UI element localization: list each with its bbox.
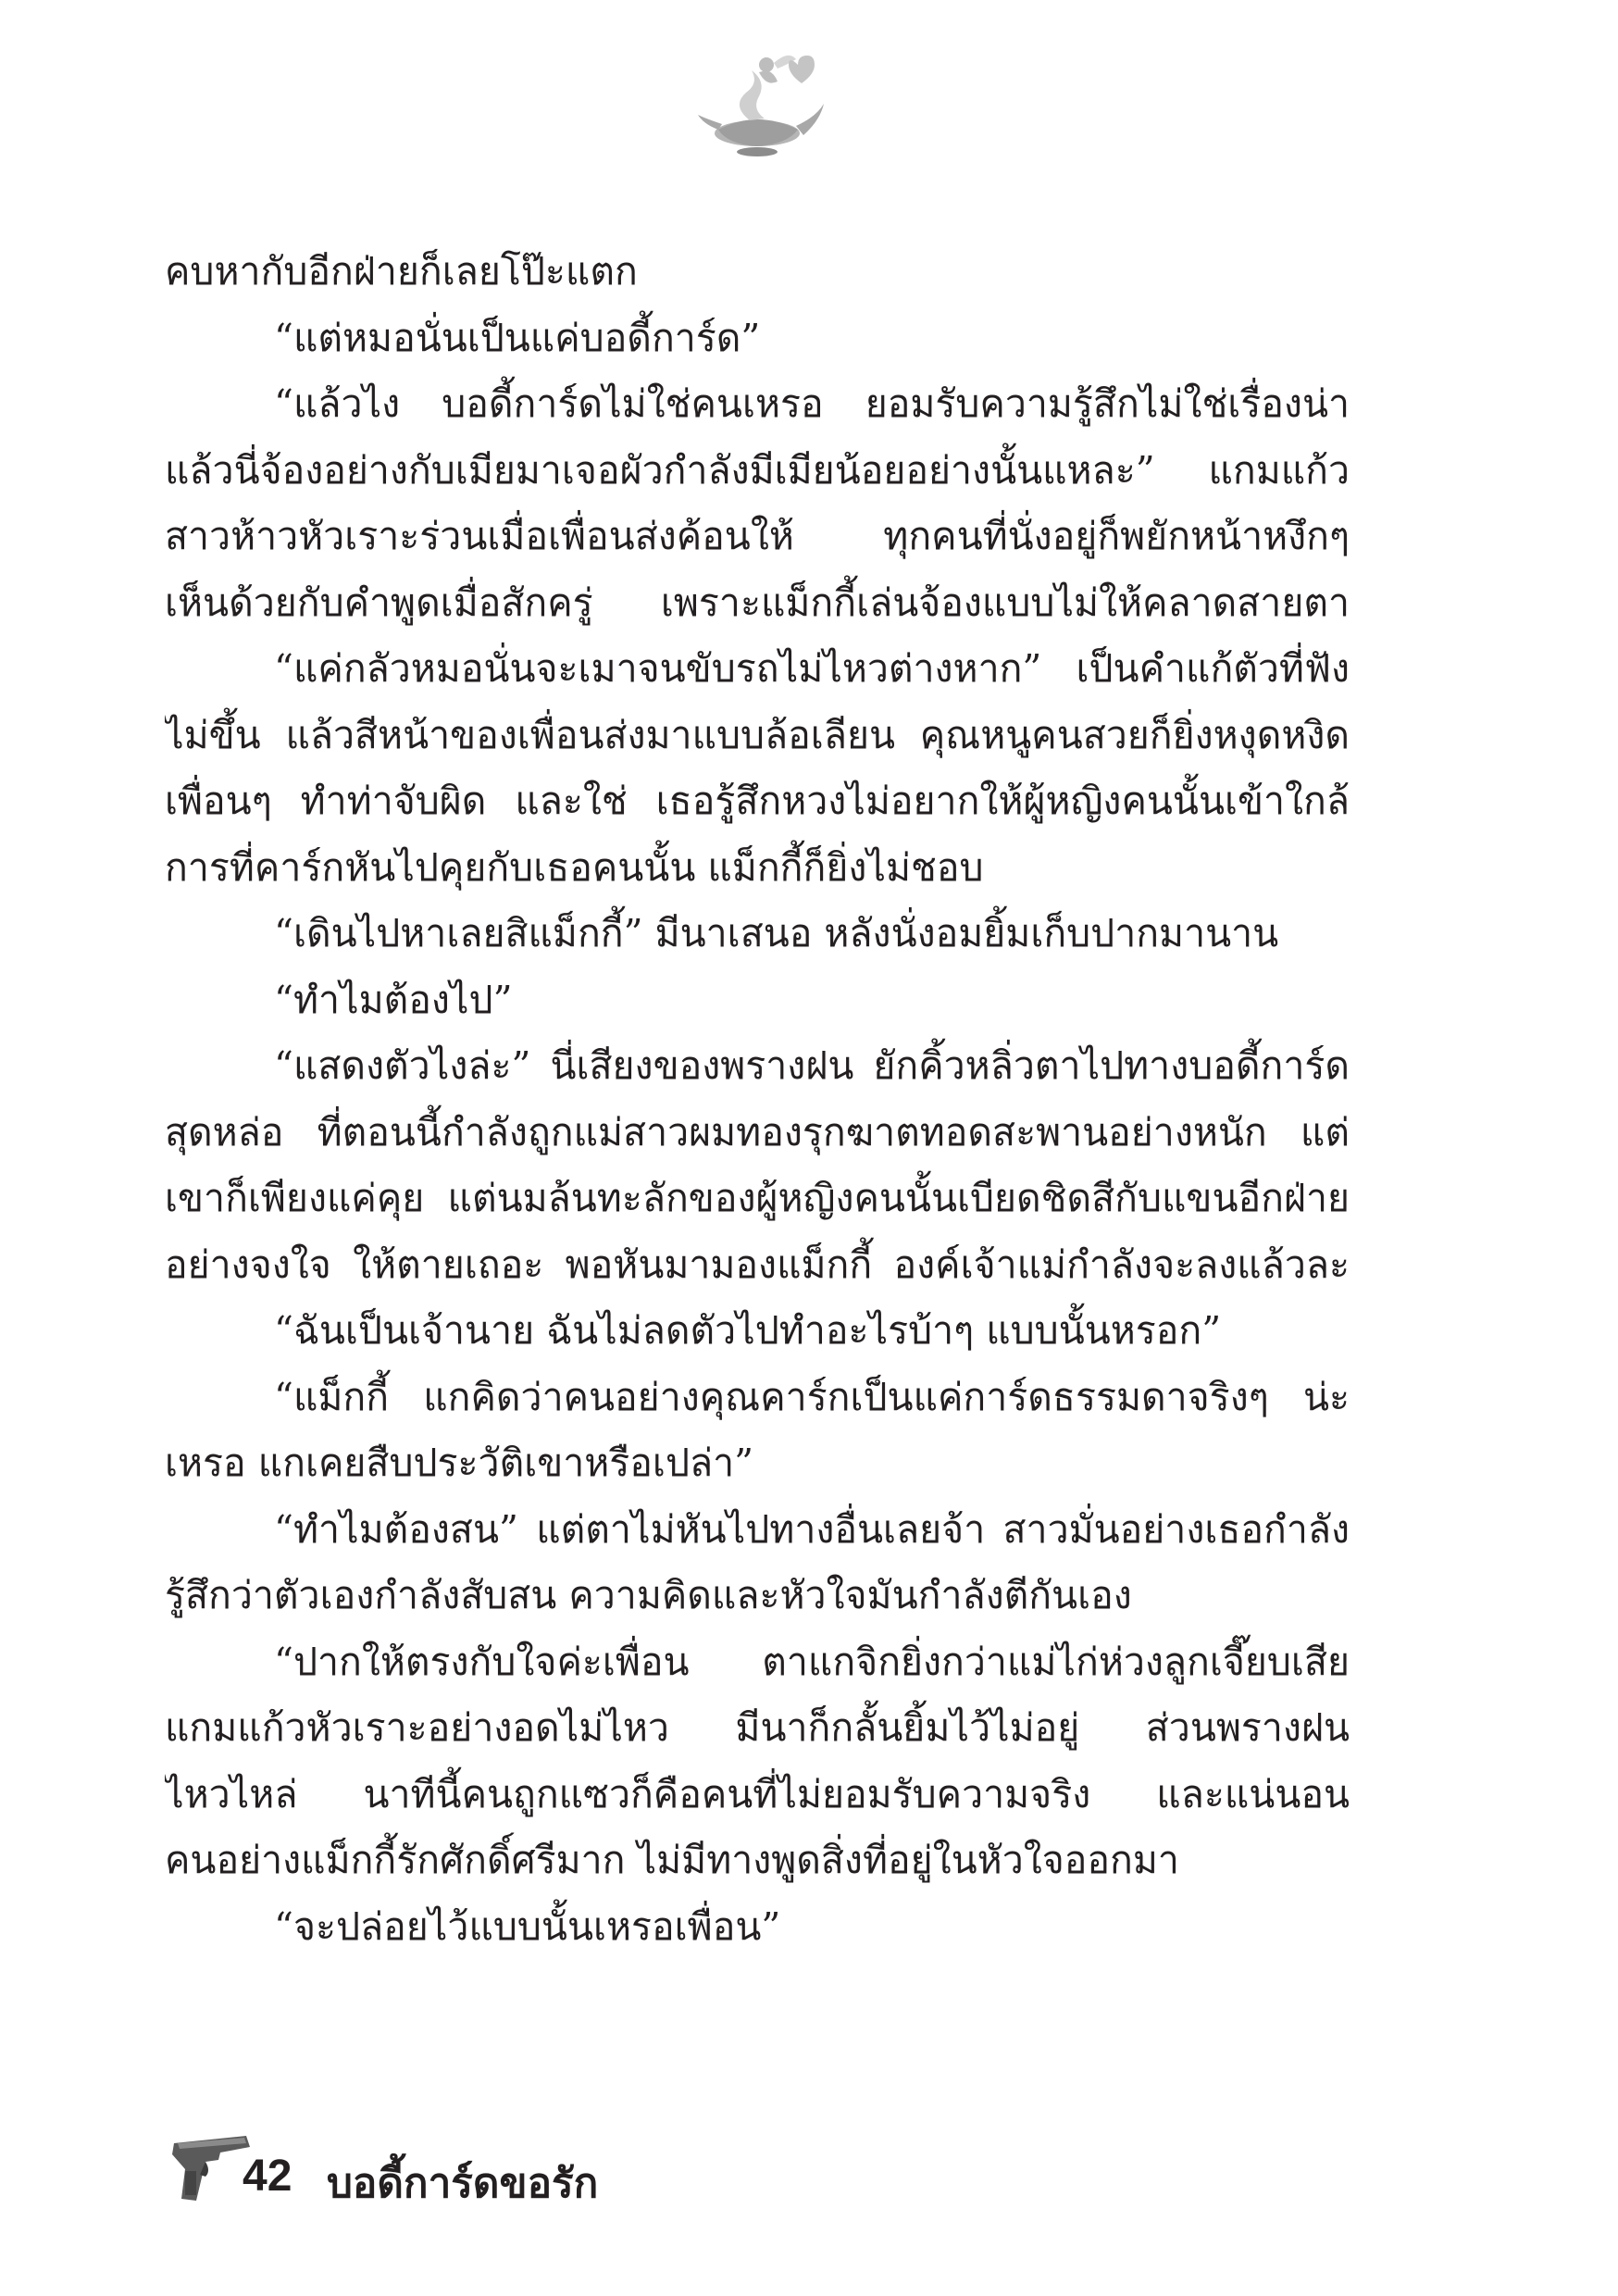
text-line: “แสดงตัวไงล่ะ” นี่เสียงของพรางฝน ยักคิ้วหลิ่วตาไปทางบอดี้การ์ด — [274, 1043, 1350, 1088]
text-line: เห็นด้วยกับคำพูดเมื่อสักครู่ เพราะแม็กกี้เล่นจ้องแบบไม่ให้คลาดสายตา — [165, 580, 1350, 625]
text-line: รู้สึกว่าตัวเองกำลังสับสน ความคิดและหัวใจมันกำลังตีกันเอง — [165, 1573, 1132, 1617]
body-text — [165, 239, 1350, 1960]
book-title: บอดี้การ์ดขอรัก — [327, 2160, 599, 2207]
text-line: “ฉันเป็นเจ้านาย ฉันไม่ลดตัวไปทำอะไรบ้าๆ แบบนั้นหรอก” — [274, 1308, 1222, 1353]
text-line: “ทำไมต้องสน” แต่ตาไม่หันไปทางอื่นเลยจ้า สาวมั่นอย่างเธอกำลัง — [274, 1506, 1350, 1552]
text-line: “เดินไปหาเลยสิแม็กกี้” มีนาเสนอ หลังนั่งอมยิ้มเก็บปากมานาน — [274, 911, 1279, 955]
text-line: อย่างจงใจ ให้ตายเถอะ พอหันมามองแม็กกี้ องค์เจ้าแม่กำลังจะลงแล้วละ — [165, 1242, 1350, 1287]
text-line: “แม็กกี้ แกคิดว่าคนอย่างคุณคาร์กเป็นแค่การ์ดธรรมดาจริงๆ น่ะ — [274, 1374, 1350, 1419]
text-line: เหรอ แกเคยสืบประวัติเขาหรือเปล่า” — [165, 1441, 754, 1485]
text-line: การที่คาร์กหันไปคุยกับเธอคนนั้น แม็กกี้ก็ยิ่งไม่ชอบ — [165, 844, 984, 890]
text-line: คบหากับอีกฝ่ายก็เลยโป๊ะแตก — [165, 249, 638, 293]
text-line: แล้วนี่จ้องอย่างกับเมียมาเจอผัวกำลังมีเมียน้อยอย่างนั้นแหละ” แกมแก้ว — [165, 447, 1350, 493]
text-line: คนอย่างแม็กกี้รักศักดิ์ศรีมาก ไม่มีทางพูดสิ่งที่อยู่ในหัวใจออกมา — [165, 1838, 1179, 1882]
page-footer — [165, 2115, 905, 2217]
text-line: เพื่อนๆ ทำท่าจับผิด และใช่ เธอรู้สึกหวงไม่อยากให้ผู้หญิงคนนั้นเข้าใกล้ — [165, 779, 1350, 823]
text-line: สุดหล่อ ที่ตอนนี้กำลังถูกแม่สาวผมทองรุกฆาตทอดสะพานอย่างหนัก แต่ — [165, 1109, 1350, 1154]
text-line: “จะปล่อยไว้แบบนั้นเหรอเพื่อน” — [274, 1903, 781, 1949]
text-line: “แล้วไง บอดี้การ์ดไม่ใช่คนเหรอ ยอมรับความรู้สึกไม่ใช่เรื่องน่า — [274, 381, 1350, 426]
genie-lamp-cupid-icon — [685, 44, 833, 165]
text-line: “ทำไมต้องไป” — [274, 977, 513, 1022]
text-line: แกมแก้วหัวเราะอย่างอดไม่ไหว มีนาก็กลั้นยิ้มไว้ไม่อยู่ ส่วนพรางฝน — [165, 1705, 1350, 1750]
text-line: ไหวไหล่ นาทีนี้คนถูกแซวก็คือคนที่ไม่ยอมรับความจริง และแน่นอน — [165, 1771, 1350, 1816]
page-number: 42 — [243, 2152, 292, 2201]
text-line: สาวห้าวหัวเราะร่วนเมื่อเพื่อนส่งค้อนให้ ทุกคนที่นั่งอยู่ก็พยักหน้าหงึกๆ — [165, 514, 1350, 558]
text-line: “แค่กลัวหมอนั่นจะเมาจนขับรถไม่ไหวต่างหาก” เป็นคำแก้ตัวที่ฟัง — [274, 646, 1350, 691]
text-line: “ปากให้ตรงกับใจค่ะเพื่อน ตาแกจิกยิ่งกว่าแม่ไก่ห่วงลูกเจี๊ยบเสีย — [274, 1639, 1350, 1684]
text-line: “แต่หมอนั่นเป็นแค่บอดี้การ์ด” — [274, 315, 761, 360]
text-line: ไม่ขึ้น แล้วสีหน้าของเพื่อนส่งมาแบบล้อเลียน คุณหนูคนสวยก็ยิ่งหงุดหงิด — [165, 712, 1350, 757]
text-line: เขาก็เพียงแค่คุย แต่นมล้นทะลักของผู้หญิงคนนั้นเบียดชิดสีกับแขนอีกฝ่าย — [165, 1176, 1350, 1220]
